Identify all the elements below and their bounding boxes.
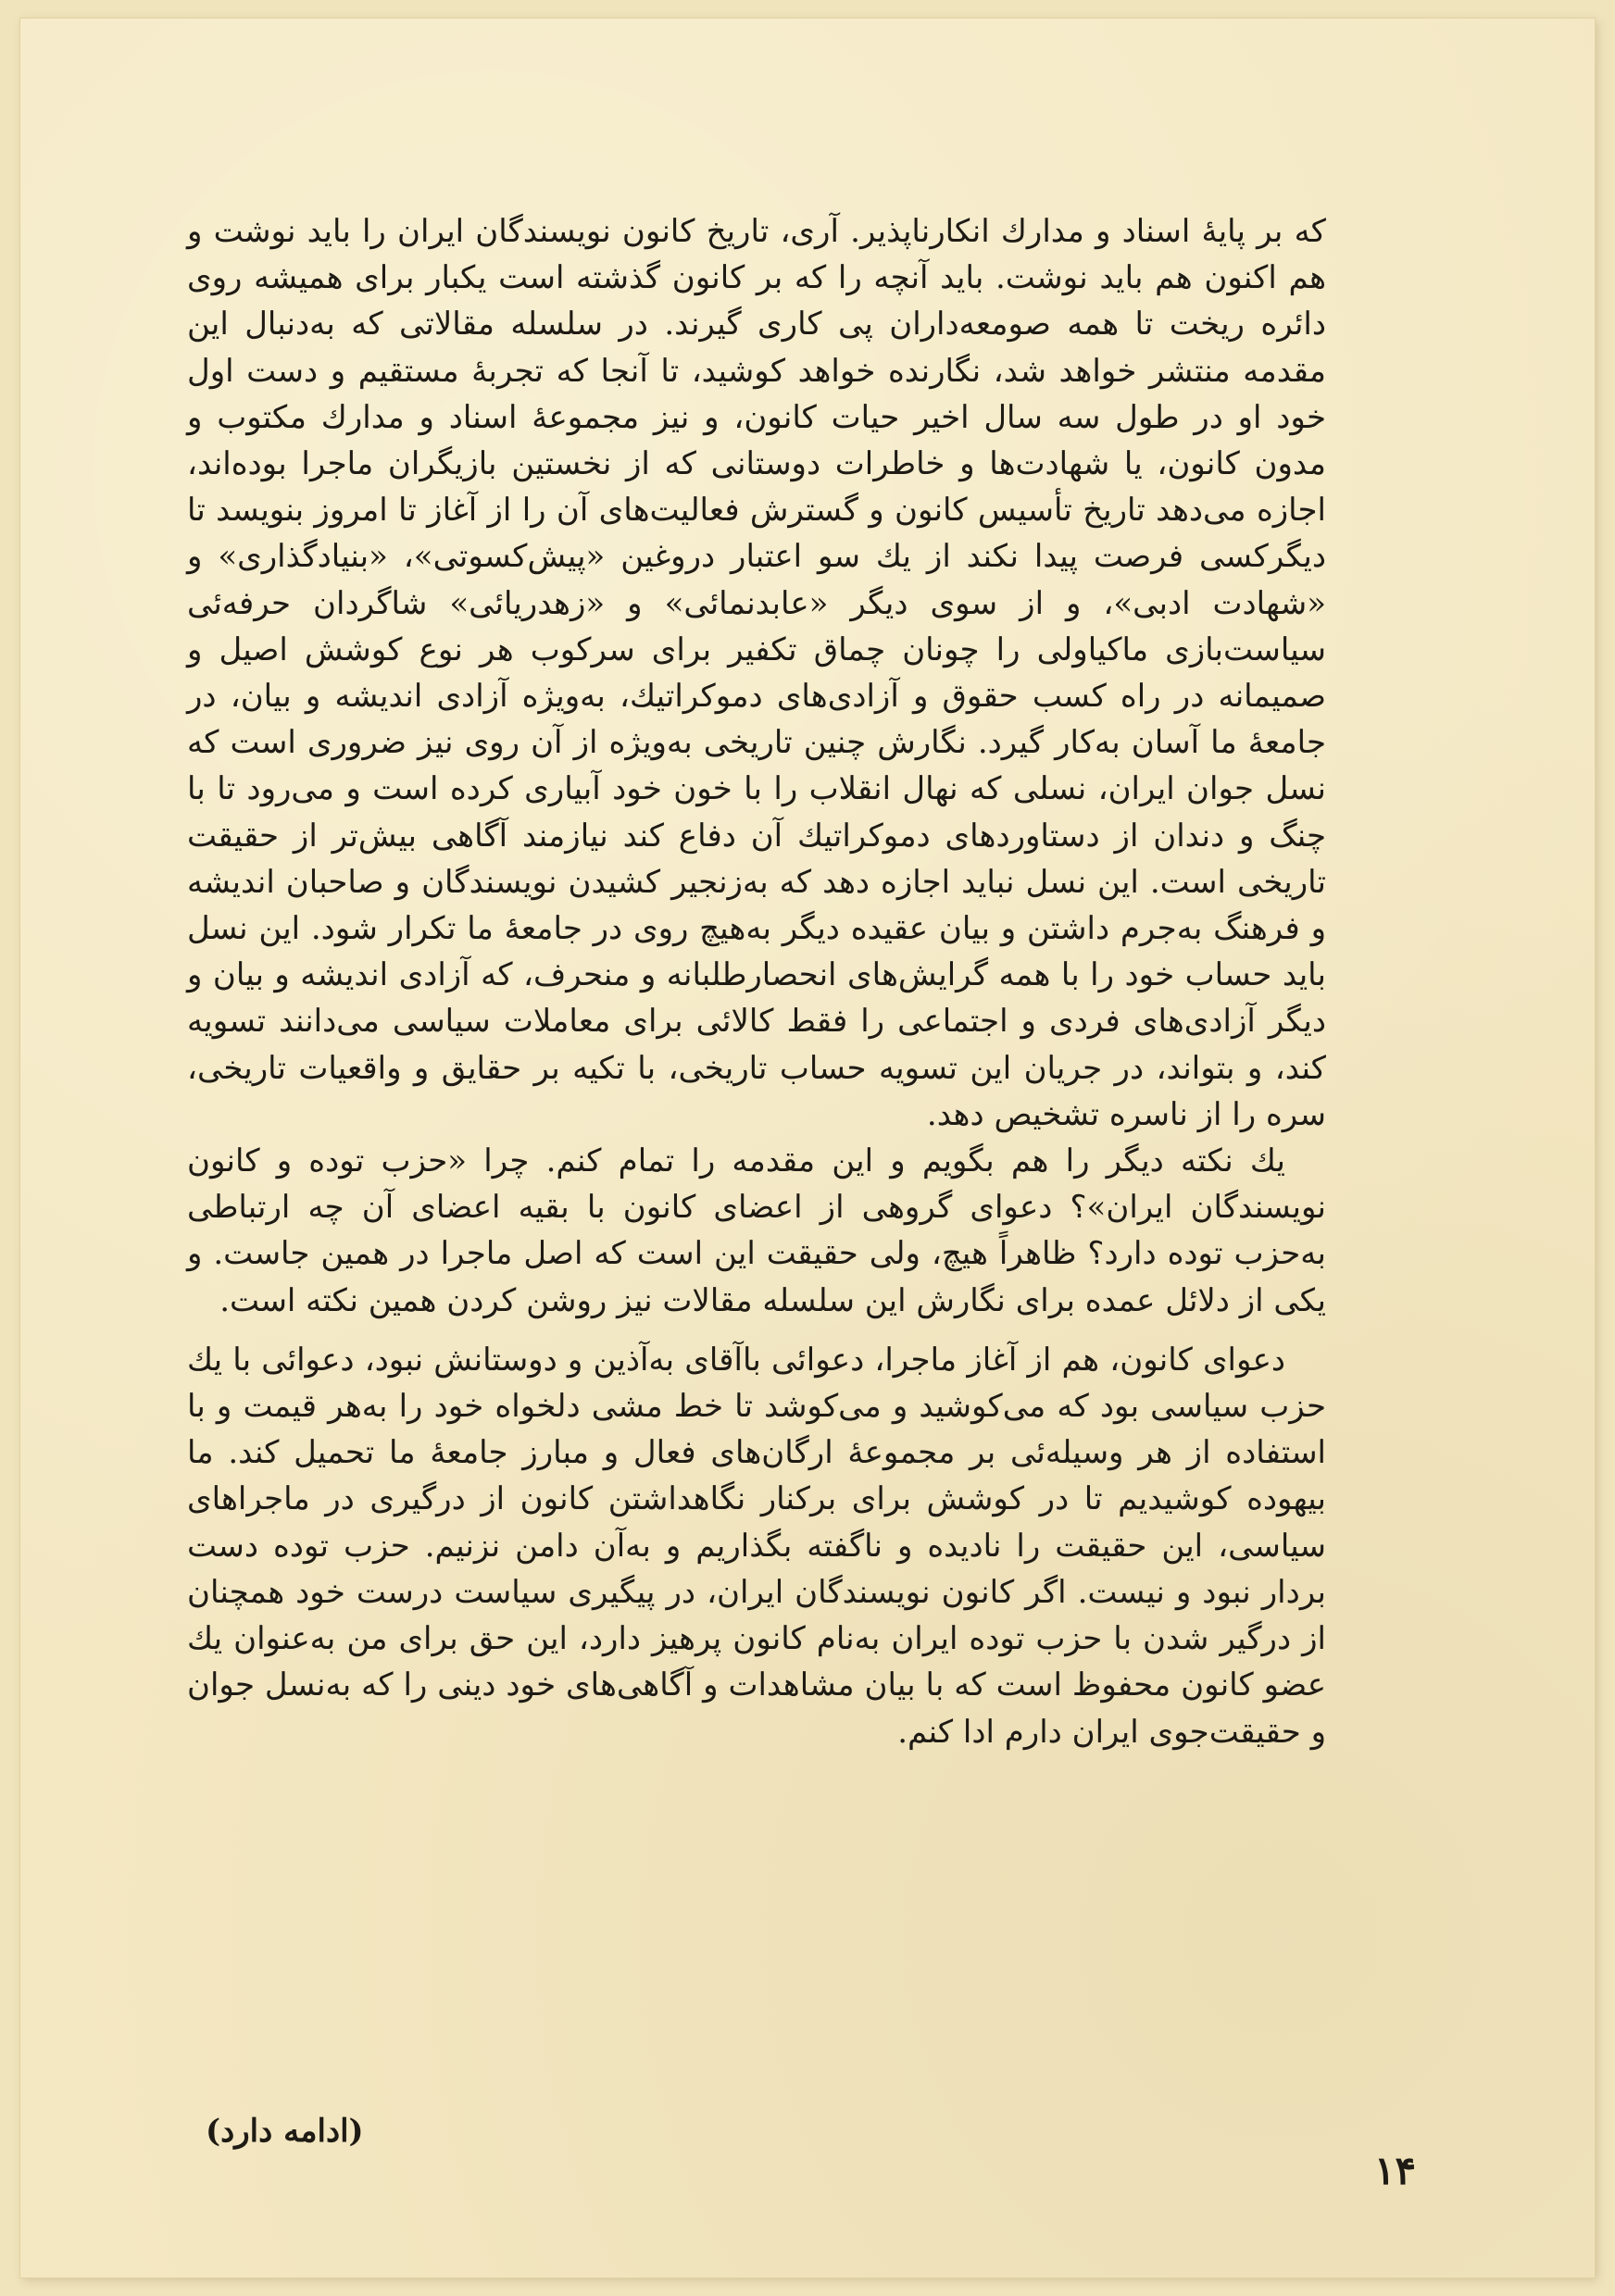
- body-text: [187, 208, 1326, 1755]
- paragraph-3: دعوای کانون، هم از آغاز ماجرا، دعوائی باآقای به‌آذین و دوستانش نبود، دعوائی با یك حزب سیاسی بود که می‌کوشید و می‌کوشد تا خط مشی دلخواه خود را به‌هر قیمت و با استفاده از هر وسیله‌ئی بر مجموعهٔ ارگان‌های فعال و مبارز جامعهٔ ما تحمیل کند. ما بیهوده کوشیدیم تا در کوشش برای برکنار نگاهداشتن کانون از درگیری در ماجراهای سیاسی، این حقیقت را نادیده و ناگفته بگذاریم و به‌آن دامن نزنیم. حزب توده دست بردار نبود و نیست. اگر کانون نویسندگان ایران، در پیگیری سیاست درست خود همچنان از درگیر شدن با حزب توده ایران به‌نام کانون پرهیز دارد، این حق برای من به‌عنوان یك عضو کانون محفوظ است که با بیان مشاهدات و آگاهی‌های خود دینی را که به‌نسل جوان و حقیقت‌جوی ایران دارم ادا کنم.: [187, 1341, 1326, 1751]
- paragraph-1: که بر پایهٔ اسناد و مدارك انکارناپذیر. آری، تاریخ کانون نویسندگان ایران را باید نوشت و هم اکنون هم باید نوشت. باید آنچه را که بر کانون گذشته است یکبار برای همیشه روی دائره ریخت تا همه صومعه‌داران پی کاری گیرند. در سلسله مقالاتی که به‌دنبال این مقدمه منتشر خواهد شد، نگارنده خواهد کوشید، تا آنجا که تجربهٔ مستقیم و دست اول خود او در طول سه سال اخیر حیات کانون، و نیز مجموعهٔ اسناد و مدارك مکتوب و مدون کانون، یا شهادت‌ها و خاطرات دوستانی که از نخستین بازیگران ماجرا بوده‌اند، اجازه می‌دهد تاریخ تأسیس کانون و گسترش فعالیت‌های آن را از آغاز تا امروز بنویسد تا دیگرکسی فرصت پیدا نکند از یك سو اعتبار دروغین «پیش‌کسوتی»، «بنیادگذاری» و «شهادت ادبی»، و از سوی دیگر «عابدنمائی» و «زهدریائی» شاگردان حرفه‌ئی سیاست‌بازی ماکیاولی را چونان چماق تکفیر برای سرکوب هر نوع کوشش اصیل و صمیمانه در راه کسب حقوق و آزادی‌های دموکراتیك، به‌ویژه آزادی اندیشه و بیان، در جامعهٔ ما آسان به‌کار گیرد. نگارش چنین تاریخی به‌ویژه از آن روی نیز ضروری است که نسل جوان ایران، نسلی که نهال انقلاب را با خون خود آبیاری کرده است و می‌رود تا با چنگ و دندان از دستاوردهای دموکراتیك آن دفاع کند نیازمند آگاهی بیش‌تر از حقیقت تاریخی است. این نسل نباید اجازه دهد که به‌زنجیر کشیدن نویسندگان و صاحبان اندیشه و فرهنگ به‌جرم داشتن و بیان عقیده دیگر به‌هیچ روی در جامعهٔ ما تکرار شود. این نسل باید حساب خود را با همه گرایش‌های انحصارطلبانه و منحرف، که آزادی اندیشه و بیان و دیگر آزادی‌های فردی و اجتماعی را فقط کالائی برای معاملات سیاسی می‌دانند تسویه کند، و بتواند، در جریان این تسویه حساب تاریخی، با تکیه بر حقایق و واقعیات تاریخی، سره را از ناسره تشخیص دهد.: [187, 213, 1326, 1133]
- continued-note: (ادامه دارد): [206, 2113, 364, 2150]
- page-number: ۱۴: [1374, 2148, 1417, 2193]
- paragraph-2: یك نکته دیگر را هم بگویم و این مقدمه را تمام کنم. چرا «حزب توده و کانون نویسندگان ایران»؟ دعوای گروهی از اعضای کانون با بقیه اعضای آن چه ارتباطی به‌حزب توده دارد؟ ظاهراً هیچ، ولی حقیقت این است که اصل ماجرا در همین جاست. و یکی از دلائل عمده برای نگارش این سلسله مقالات نیز روشن کردن همین نکته است.: [187, 1142, 1326, 1319]
- book-page: [20, 19, 1595, 2277]
